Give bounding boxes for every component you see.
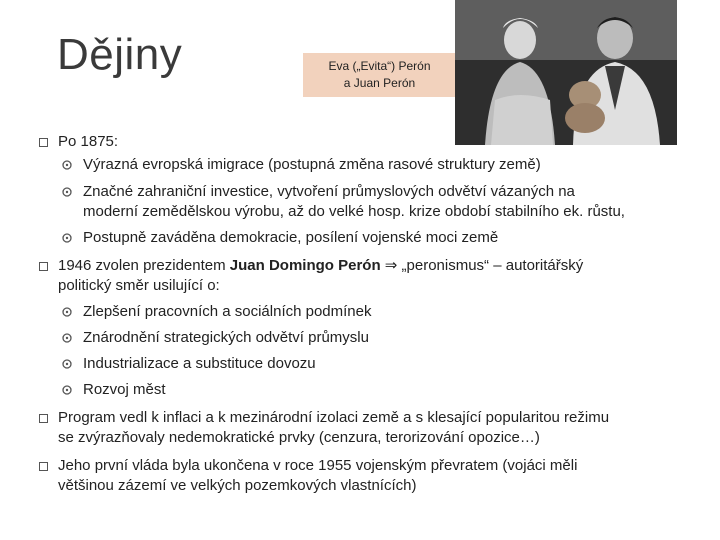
bullet-3-line2: se zvýrazňovaly nedemokratické prvky (cenzura, terorizování opozice…): [58, 429, 540, 446]
sub-bullet-icon: [61, 186, 73, 198]
photo-of-eva-and-juan-peron: [455, 0, 677, 145]
subitem-1-3: Postupně zaváděna demokracie, posílení vojenské moci země: [83, 229, 499, 246]
sub-bullet-icon: [61, 384, 73, 396]
bullet-marker: [39, 414, 48, 423]
subitem-2-3: Industrializace a substituce dovozu: [83, 355, 316, 372]
sub-bullet-icon: [61, 232, 73, 244]
bullet-2-bold-name: Juan Domingo Perón: [229, 257, 381, 274]
bullet-marker: [39, 262, 48, 271]
sub-bullet-icon: [61, 332, 73, 344]
sub-bullet-icon: [61, 306, 73, 318]
bullet-marker: [39, 462, 48, 471]
slide-title: Dějiny: [57, 30, 183, 79]
subitem-1-2-line2: moderní zemědělskou výrobu, až do velké hosp. krize období stabilního ek. růstu,: [83, 203, 625, 220]
bullet-4-line2: většinou zázemí ve velkých pozemkových vlastnících): [58, 477, 417, 494]
bullet-2-part1: 1946 zvolen prezidentem: [58, 257, 230, 274]
caption-line-1: Eva („Evita“) Perón: [328, 59, 431, 73]
subitem-2-2: Znárodnění strategických odvětví průmyslu: [83, 329, 369, 346]
bullet-3-line1: Program vedl k inflaci a k mezinárodní izolaci země a s klesající popularitou režimu: [58, 409, 610, 426]
bullet-2-line2: politický směr usilující o:: [58, 277, 220, 294]
bullet-2-line1: [58, 256, 583, 276]
subitem-2-4: Rozvoj měst: [83, 381, 166, 398]
sub-bullet-icon: [61, 358, 73, 370]
photo-caption: [303, 53, 456, 97]
subitem-1-2-line1: Značné zahraniční investice, vytvoření průmyslových odvětví vázaných na: [83, 183, 575, 200]
subitem-1-1: Výrazná evropská imigrace (postupná změna rasové struktury země): [83, 156, 541, 173]
bullet-4-line1: Jeho první vláda byla ukončena v roce 1955 vojenským převratem (vojáci měli: [58, 457, 578, 474]
photo-graphic: [455, 0, 677, 145]
caption-line-2: a Juan Perón: [343, 76, 416, 90]
bullet-2-part2: ⇒ „peronismus“ – autoritářský: [380, 257, 584, 274]
bullet-marker: [39, 138, 48, 147]
sub-bullet-icon: [61, 159, 73, 171]
bullet-1-text: Po 1875:: [58, 133, 119, 150]
subitem-2-1: Zlepšení pracovních a sociálních podmínek: [83, 303, 372, 320]
